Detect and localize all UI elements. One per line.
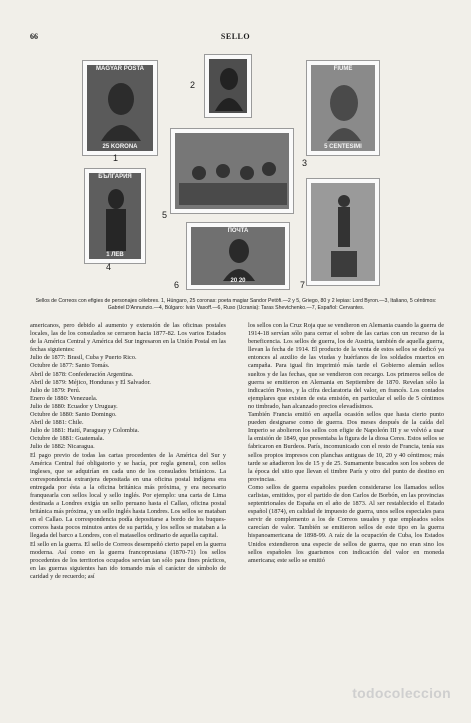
stamp-7-label: 7 (300, 280, 306, 290)
stamp-1-hungary (82, 60, 158, 156)
right-column (248, 322, 444, 565)
date-entry: Enero de 1880: Venezuela. (30, 394, 98, 402)
stamp-3-top-text: FIUME (333, 66, 353, 72)
portrait-icon (321, 79, 367, 141)
stamp-1-bottom-text: 25 KORONA (102, 144, 138, 150)
date-entry: Abril de 1881: Chile. (30, 419, 84, 427)
paragraph: El pago previo de todas las cartas procedentes de la América del Sur y América Central fué obligatorio y se hacía, por regla general, con sellos ingleses, que se adquirían en cada uno de los consulados británicos. La correspondencia extranjera depositada en una oficina postal indígena era entregada por ésta a la oficina británica más próxima, y era necesario franquearla con sellos local y sello inglés. Por ejemplo: una carta de Lima destinada a Londres exigía un sello peruano hasta el Callao, oficina postal británica más próxima, y un sello inglés hasta Londres. Los sellos se mataban en el Callao. La correspondencia podía depositarse a bordo de los buques-correos hasta pocos minutos antes de su partida, y los sellos se mataban a la llegada del barco a Londres, con el matasellos ordinario de aquella capital. (30, 451, 226, 540)
date-entry: Julio de 1877: Brasil, Cuba y Puerto Rico. (30, 354, 137, 362)
paragraph: El sello en la guerra. El sello de Correos desempeñó cierto papel en la guerra moderna. Así como en la guerra francoprusiana (1870-71) los sellos procedentes de los territorios ocupados servían tan sólo para fines prácticos, en las guerras siguientes han ido tomando más el carácter de símbolo de caridad y de recuerdo; así (30, 540, 226, 580)
stamp-5-label: 5 (162, 210, 168, 220)
date-entry: Abril de 1878: Confederación Argentina. (30, 370, 134, 378)
stamp-6-bottom-text: 20 20 (230, 278, 246, 284)
page-number: 66 (30, 32, 38, 41)
stamp-1-top-text: MAGYAR POSTA (95, 66, 144, 72)
figure-caption: Sellos de Correos con efigies de personajes célebres. 1, Húngaro, 25 coronas: poeta magiar Sandor Petöfi.—2 y 5, Griego, 80 y 2 lepias: Lord Byron.—3, Italiano, 5 céntimos: Gabriel D'Annunzio.—4, Búlgaro: Iván Vasoff.—6, Ruso (Ucrania): Taras Shevtchenko.—7, Español: Cervantes. (35, 298, 437, 311)
stamp-plate (78, 50, 388, 298)
date-entry: Octubre de 1877: Santo Tomás. (30, 362, 110, 370)
watermark: todocoleccion (352, 685, 451, 701)
date-entry: Abril de 1879: Méjico, Honduras y El Salvador. (30, 378, 151, 386)
paragraph: Como sellos de guerra españoles pueden considerarse los llamados sellos carlistas, emitidos, por el partido de don Carlos de Borbón, en las provincias septentrionales de España en el año de 1873. Al ser restablecido el Estado español (1874), en calidad de impuesto de guerra, unos sellos especiales para servir de complemento a los de Correos usuales y que empleados solos carecían de valor. También se emitieron sellos de este tipo en la guerra hispanoamericana de 1898-99. A raíz de la ocupación de Cuba, los Estados Unidos extendieron una especie de sellos de guerra, que no eran sino los sellos españoles los guarismos con indicación del valor en moneda americana; este sello se emitió (248, 483, 444, 564)
stamp-6-ukraine (186, 222, 290, 290)
date-entry: Julio de 1879: Perú. (30, 386, 81, 394)
page-header (0, 32, 471, 46)
paragraph: americanos, pero debido al aumento y extensión de las oficinas postales locales, las de los consulados se cerraron hacia 1877-82. Los varios Estados de la América Central y América del Sur ingresaron en la Unión Postal en las fechas siguientes: (30, 322, 226, 354)
portrait-icon (221, 235, 257, 281)
stamp-4-bulgaria (84, 168, 146, 264)
date-entry: Julio de 1882: Nicaragua. (30, 443, 95, 451)
portrait-icon (213, 63, 245, 111)
date-entry: Julio de 1881: Haití, Paraguay y Colombia. (30, 427, 140, 435)
stamp-2-label: 2 (190, 80, 196, 90)
portrait-icon (97, 185, 135, 251)
stamp-4-top-text: БЪЛГАРИЯ (98, 174, 132, 180)
date-entry: Octubre de 1880: Santo Domingo. (30, 411, 117, 419)
left-column (30, 322, 226, 581)
stamp-1-label: 1 (113, 153, 119, 163)
date-entry: Octubre de 1881: Guatemala. (30, 435, 105, 443)
paragraph: También Francia emitió en aquella ocasión sellos que hasta cierto punto pueden designarse como de guerra. Dos meses después de la caída del Imperio se abolieron los sellos con efigie de Napoleón III y se volvió a usar la emisión de 1849, que presentaba la figura de la diosa Ceres. Estos sellos se fabricaron en Burdeos. París, incomunicado con el resto de Francia, tenía sus sellos propios impresos con planchas antiguas de 10, 20 y 40 céntimos; más tarde se añadieron los de 15 y de 25. Sumamente buscados son los sobres de la época del sitio que llevan el timbre París y otro del punto de destino en provincias. (248, 411, 444, 483)
stamp-3-fiume (306, 60, 380, 156)
stamp-3-bottom-text: 5 CENTESIMI (324, 144, 362, 150)
scene-icon (179, 143, 287, 205)
stamp-6-label: 6 (174, 280, 180, 290)
statue-icon (325, 191, 363, 277)
paragraph: los sellos con la Cruz Roja que se vendieron en Alemania cuando la guerra de 1914-18 servían sólo para cerrar el sobre de las cartas con un recurso de la beneficencia. Los sellos de guerra, los de Austria, también de aquella guerra, llevan la fecha de 1914. El producto de la venta de estos sellos se dedicó ya entonces al auxilio de las viudas y huérfanos de los soldados muertos en campaña. Para igual fin imprimió más tarde el Gobierno alemán sellos sueltos y de las fechas, que se vendieron con recargo. Los primeros sellos de guerra se emitieron en Alemania en Septiembre de 1870. Revelan sólo la indicación Postes, y la cifra declaratoria del valor, en francés. Los contados ejemplares que existen de esta emisión, en particular el sello de 5 céntimos no timbrado, han alcanzado precios elevadísimos. (248, 322, 444, 410)
stamp-2-greece (204, 54, 252, 118)
stamp-5-greece (170, 128, 294, 214)
stamp-3-label: 3 (302, 158, 308, 168)
running-title: SELLO (220, 32, 251, 41)
stamp-7-spain (306, 178, 380, 286)
stamp-4-label: 4 (106, 262, 112, 272)
stamp-6-top-text: ПОЧТА (227, 228, 249, 234)
date-entry: Julio de 1880: Ecuador y Uruguay. (30, 402, 118, 410)
portrait-icon (97, 79, 145, 141)
stamp-4-bottom-text: 1 ЛЕВ (106, 252, 124, 258)
